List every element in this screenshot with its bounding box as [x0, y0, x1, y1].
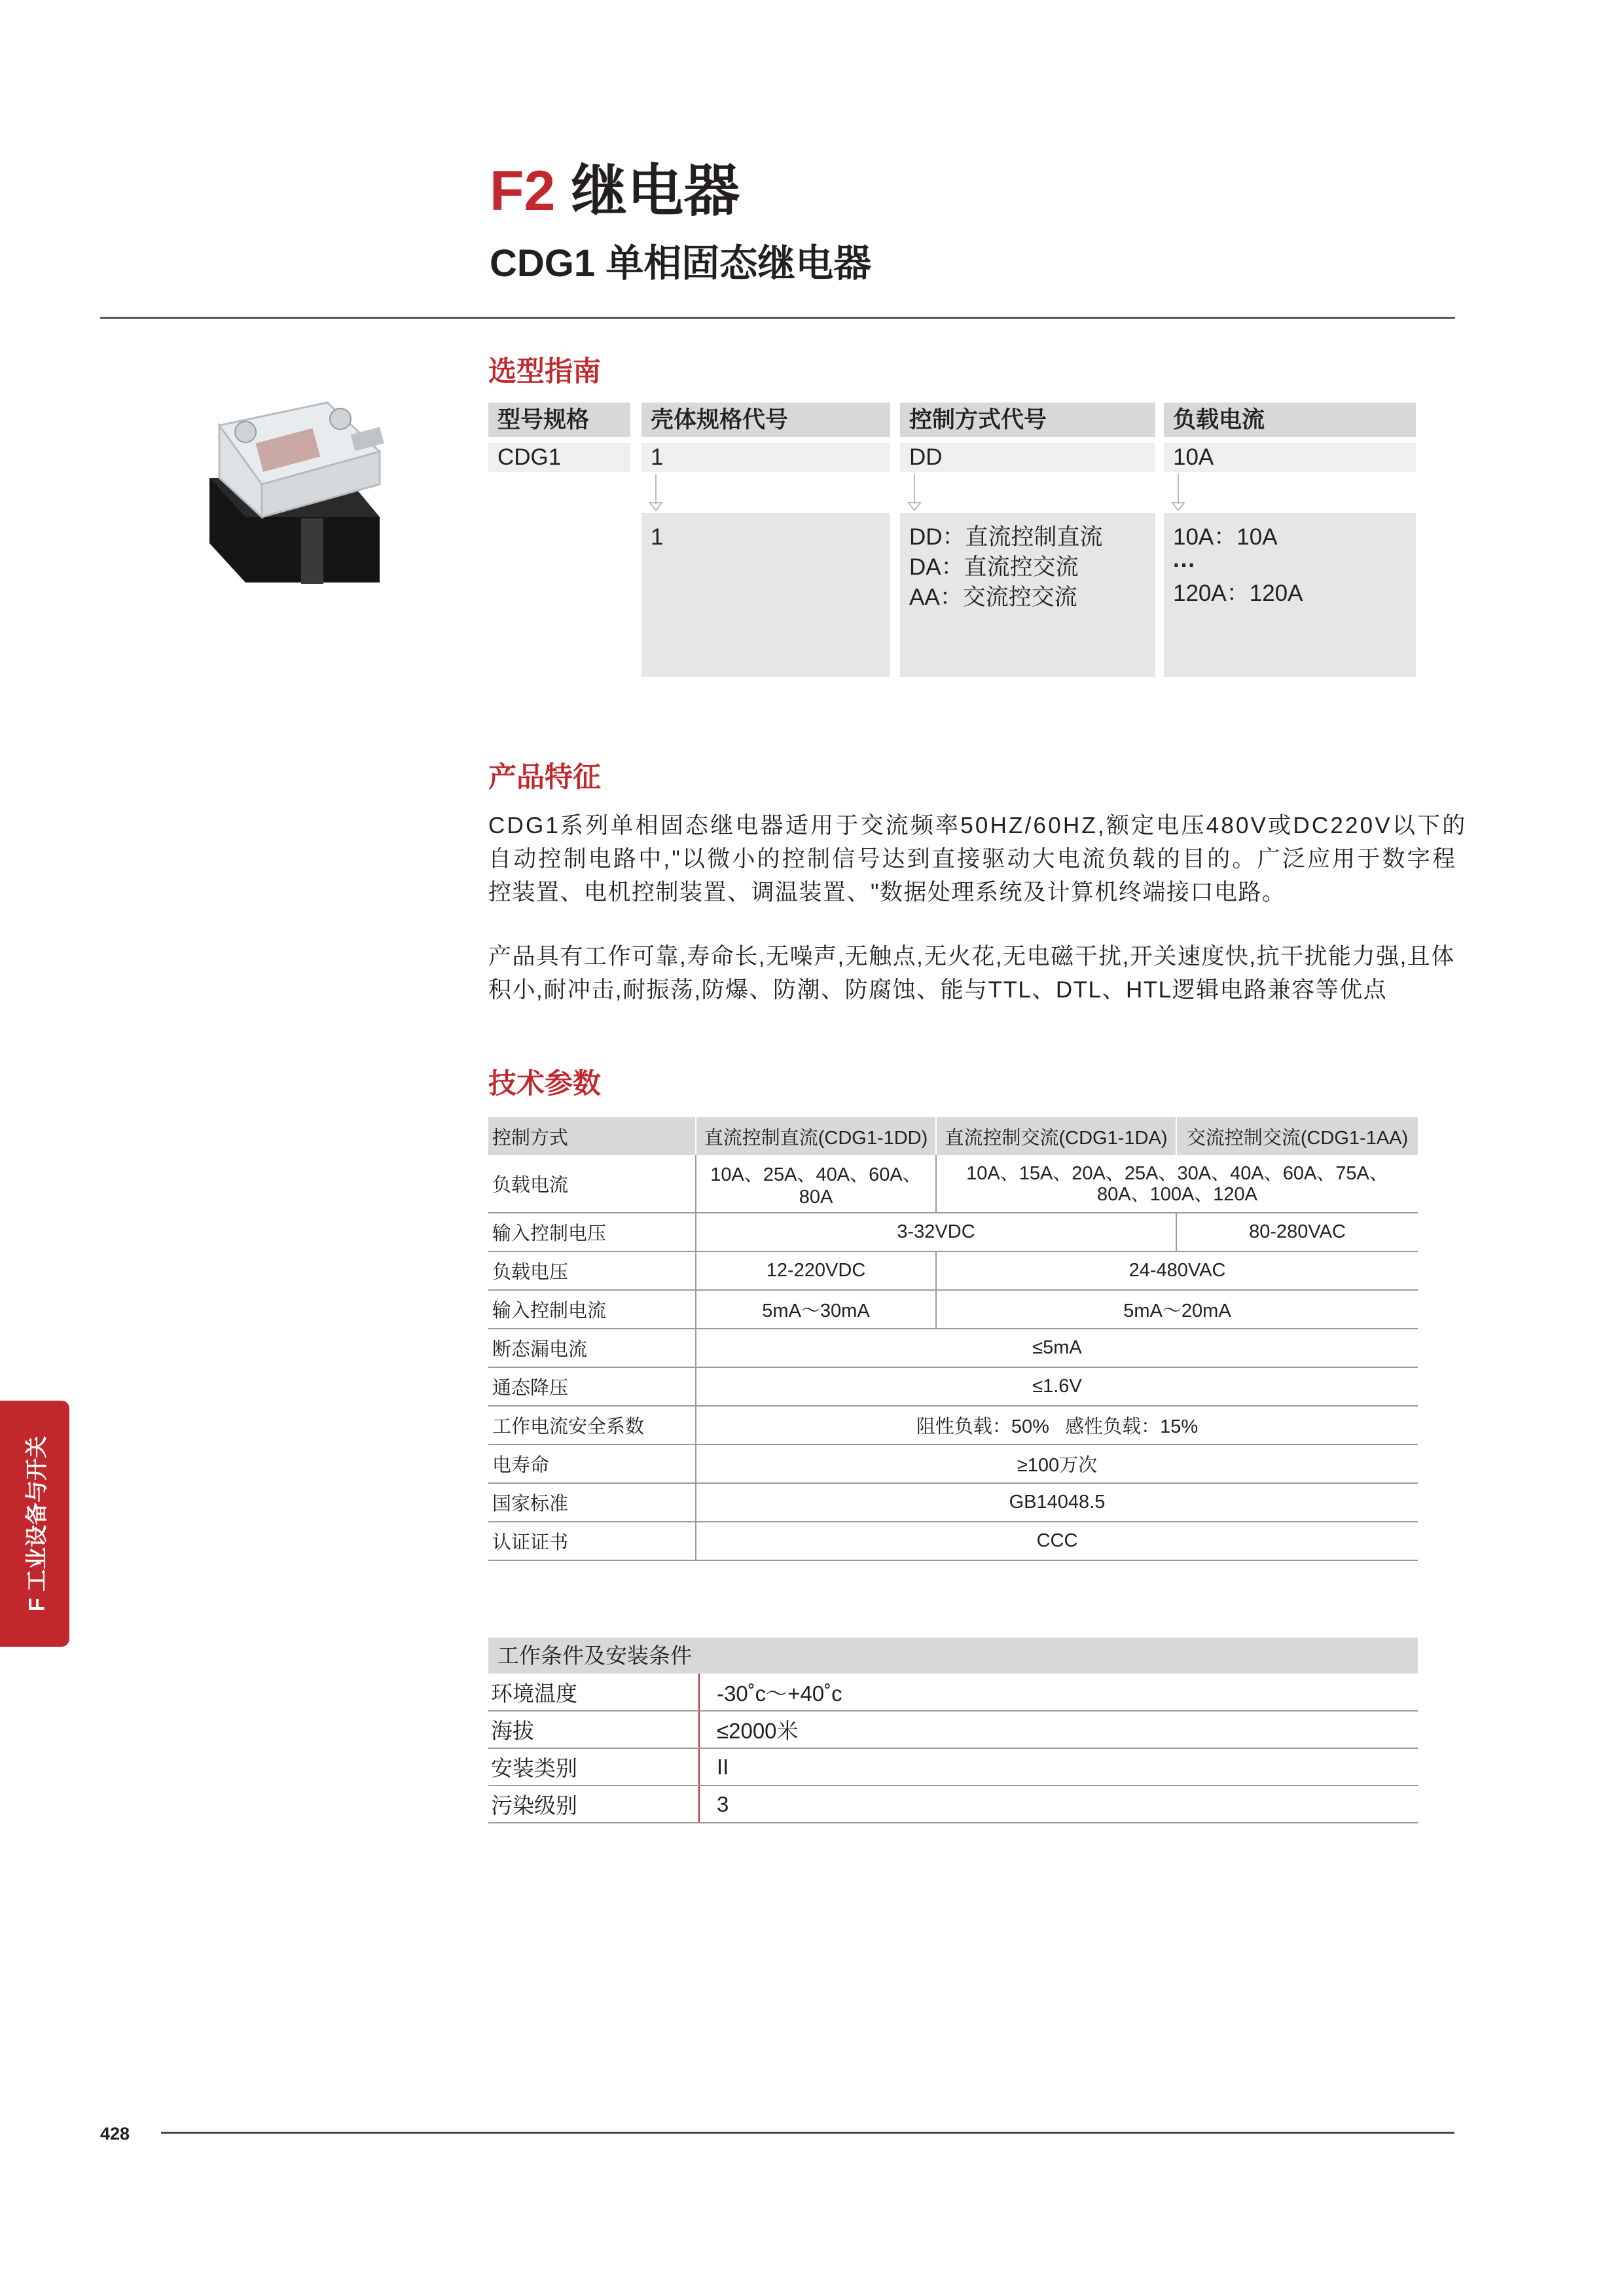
cell-line: 10A、15A、20A、25A、30A、40A、60A、75A、: [966, 1162, 1388, 1184]
paragraph-line: 积小,耐冲击,耐振荡,防爆、防潮、防腐蚀、能与TTL、DTL、HTL逻辑电路兼容等优点: [488, 977, 1388, 1003]
page-number: 428: [100, 2124, 130, 2144]
row-label: 海拔: [488, 1711, 699, 1748]
row-label: 安装类别: [488, 1748, 699, 1785]
table-cell: ≤2000米: [699, 1711, 1418, 1748]
category-title: 继电器: [571, 160, 740, 223]
table-cell: 12-220VDC: [696, 1251, 936, 1290]
sg-value-model: CDG1: [488, 443, 630, 472]
sg-header-current: 负载电流: [1164, 403, 1416, 437]
row-label: 输入控制电压: [488, 1213, 696, 1251]
row-label: 国家标准: [488, 1483, 696, 1522]
sg-header-model: 型号规格: [488, 403, 630, 437]
table-row: [488, 1674, 1418, 1711]
row-label: 负载电压: [488, 1251, 696, 1290]
tech-params-heading: 技术参数: [488, 1068, 601, 1100]
table-cell: [936, 1155, 1418, 1213]
table-row: [488, 1444, 1418, 1483]
table-cell: 5mA～20mA: [936, 1290, 1418, 1329]
sg-header-housing: 壳体规格代号: [641, 403, 890, 437]
table-cell: 阻性负载：50% 感性负载：15%: [696, 1406, 1418, 1444]
table-cell: ≤5mA: [696, 1329, 1418, 1367]
sg-option: ···: [1173, 552, 1196, 578]
category-code: F2: [490, 160, 556, 223]
conditions-table: [488, 1674, 1418, 1823]
table-row: [488, 1213, 1418, 1251]
row-label: 输入控制电流: [488, 1290, 696, 1329]
sg-options-control: [900, 513, 1155, 677]
row-label: 断态漏电流: [488, 1329, 696, 1367]
arrow-down-icon: [907, 474, 922, 512]
selection-guide-heading: 选型指南: [488, 356, 601, 387]
header-divider: [100, 317, 1455, 319]
features-paragraph-2: [488, 940, 1455, 1007]
sg-option: 1: [651, 524, 664, 550]
table-header-cell: 交流控制交流(CDG1-1AA): [1176, 1117, 1418, 1155]
table-cell: 3: [699, 1785, 1418, 1823]
table-cell: CCC: [696, 1522, 1418, 1560]
table-cell: 80-280VAC: [1176, 1213, 1418, 1251]
side-tab-label: F 工业设备与开关: [24, 1435, 50, 1612]
table-header-cell: 控制方式: [488, 1117, 696, 1155]
table-header-cell: 直流控制交流(CDG1-1DA): [936, 1117, 1176, 1155]
table-cell: ≤1.6V: [696, 1367, 1418, 1406]
conditions-heading: 工作条件及安装条件: [488, 1638, 1418, 1674]
sg-option: DA：直流控交流: [909, 554, 1079, 580]
sg-value-control: DD: [900, 443, 1155, 472]
table-row: [488, 1406, 1418, 1444]
product-subtitle: CDG1 单相固态继电器: [490, 242, 872, 285]
sg-option: AA：交流控交流: [909, 584, 1077, 610]
table-row: [488, 1329, 1418, 1367]
table-cell: ≥100万次: [696, 1444, 1418, 1483]
table-row: [488, 1251, 1418, 1290]
table-row: [488, 1155, 1418, 1213]
row-label: 通态降压: [488, 1367, 696, 1406]
table-row: [488, 1711, 1418, 1748]
table-row: [488, 1748, 1418, 1785]
arrow-down-icon: [1171, 474, 1185, 512]
row-label: 工作电流安全系数: [488, 1406, 696, 1444]
page-title: [490, 158, 740, 224]
table-cell: II: [699, 1748, 1418, 1785]
sg-options-housing: [641, 513, 890, 677]
paragraph-line: 自动控制电路中,"以微小的控制信号达到直接驱动大电流负载的目的。广泛应用于数字程: [488, 846, 1458, 872]
table-header-row: [488, 1117, 1418, 1155]
row-label: 负载电流: [488, 1155, 696, 1213]
features-paragraph-1: [488, 809, 1468, 909]
table-cell: 3-32VDC: [696, 1213, 1176, 1251]
table-row: [488, 1290, 1418, 1329]
sg-option: 10A：10A: [1173, 524, 1278, 550]
row-label: 认证证书: [488, 1522, 696, 1560]
table-row: [488, 1785, 1418, 1823]
table-cell: 10A、25A、40A、60A、80A: [696, 1155, 936, 1213]
row-label: 污染级别: [488, 1785, 699, 1823]
row-label: 环境温度: [488, 1674, 699, 1711]
footer-divider: [161, 2132, 1454, 2134]
features-heading: 产品特征: [488, 762, 601, 793]
sg-option: 120A：120A: [1173, 581, 1303, 606]
cell-line: 80A、100A、120A: [1096, 1183, 1258, 1205]
paragraph-line: 控装置、电机控制装置、调温装置、"数据处理系统及计算机终端接口电路。: [488, 880, 1286, 905]
sg-option: DD：直流控制直流: [909, 524, 1103, 550]
sg-options-current: [1164, 513, 1416, 677]
table-cell: 24-480VAC: [936, 1251, 1418, 1290]
sg-value-current: 10A: [1164, 443, 1416, 472]
sg-header-control: 控制方式代号: [900, 403, 1155, 437]
relay-product-image: [183, 380, 406, 596]
arrow-down-icon: [649, 474, 663, 512]
tech-params-table: [488, 1117, 1418, 1561]
paragraph-line: CDG1系列单相固态继电器适用于交流频率50HZ/60HZ,额定电压480V或DC220V以下的: [488, 813, 1468, 838]
paragraph-line: 产品具有工作可靠,寿命长,无噪声,无触点,无火花,无电磁干扰,开关速度快,抗干扰能力强,且体: [488, 944, 1455, 969]
table-row: [488, 1522, 1418, 1560]
sg-value-housing: 1: [641, 443, 890, 472]
table-row: [488, 1367, 1418, 1406]
table-header-cell: 直流控制直流(CDG1-1DD): [696, 1117, 936, 1155]
table-cell: -30˚c～+40˚c: [699, 1674, 1418, 1711]
table-cell: 5mA～30mA: [696, 1290, 936, 1329]
row-label: 电寿命: [488, 1444, 696, 1483]
table-cell: GB14048.5: [696, 1483, 1418, 1522]
table-row: [488, 1483, 1418, 1522]
